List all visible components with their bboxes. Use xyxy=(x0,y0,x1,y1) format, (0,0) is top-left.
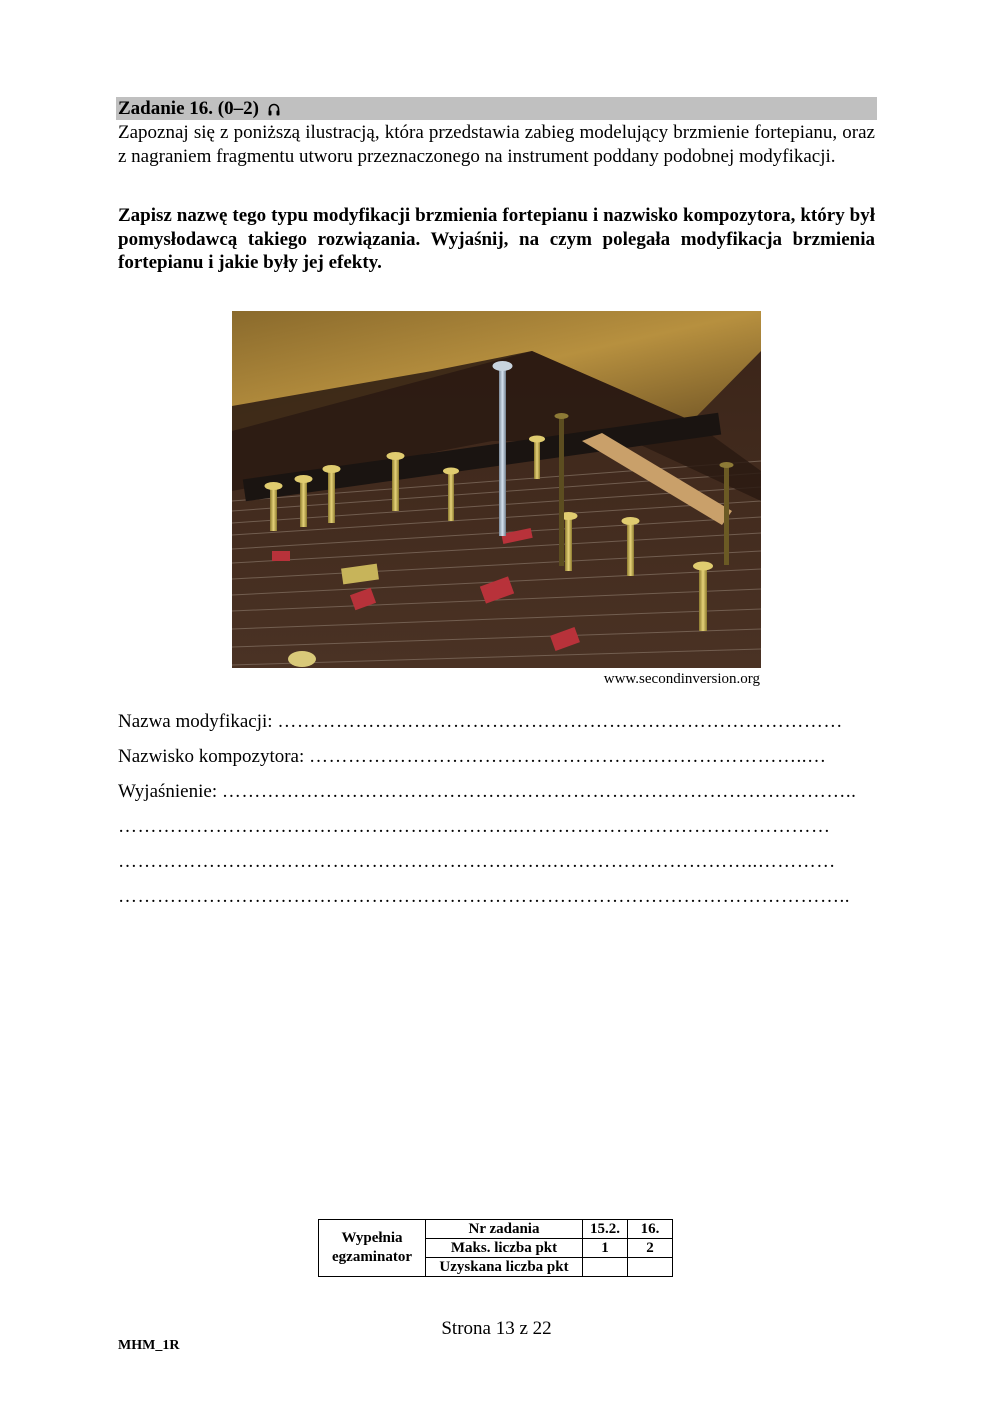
task-title: Zadanie 16. (0–2) xyxy=(118,98,259,119)
max-points-b: 2 xyxy=(628,1239,673,1258)
obtained-points-a[interactable] xyxy=(583,1258,628,1277)
max-points-label: Maks. liczba pkt xyxy=(426,1239,583,1258)
answer-composer-label: Nazwisko kompozytora: xyxy=(118,746,305,767)
answer-explanation-field[interactable]: …………………………………………………………………………………….. xyxy=(221,781,857,802)
prepared-piano-photo xyxy=(232,311,761,668)
obtained-points-label: Uzyskana liczba pkt xyxy=(426,1258,583,1277)
image-source: www.secondinversion.org xyxy=(603,671,760,687)
examiner-label-line2: egzaminator xyxy=(332,1249,412,1265)
task-number-label: Nr zadania xyxy=(426,1220,583,1239)
answer-explanation-label: Wyjaśnienie: xyxy=(118,781,218,802)
answer-extra-line-1[interactable]: ……………………………………………………..………………………………………… xyxy=(118,816,831,837)
exam-code: MHM_1R xyxy=(118,1338,180,1353)
task-intro: Zapoznaj się z poniższą ilustracją, która przedstawia zabieg modelujący brzmienie fortepianu, oraz z nagraniem fragmentu utworu przeznaczonego na instrument poddany podobnej modyfikacji. xyxy=(118,122,875,167)
obtained-points-b[interactable] xyxy=(628,1258,673,1277)
answer-explanation-line xyxy=(118,780,878,804)
answer-name-line xyxy=(118,710,878,734)
answer-composer-line xyxy=(118,745,878,769)
task-number-a: 15.2. xyxy=(583,1220,628,1239)
answer-extra-line-2[interactable]: ………………………………………………………….…………………………..………… xyxy=(118,851,836,872)
answer-composer-field[interactable]: …………………………………………………………………..… xyxy=(309,746,827,767)
task-number-b: 16. xyxy=(628,1220,673,1239)
page-number: Strona 13 z 22 xyxy=(441,1318,552,1339)
headphones-icon xyxy=(268,99,280,122)
answer-name-label: Nazwa modyfikacji: xyxy=(118,711,273,732)
examiner-score-table xyxy=(318,1219,673,1277)
task-header xyxy=(116,97,877,120)
examiner-label xyxy=(319,1220,426,1277)
answer-extra-line-3[interactable]: ………………………………………………………………………………………………….. xyxy=(118,886,850,907)
examiner-label-line1: Wypełnia xyxy=(341,1230,403,1246)
answer-name-field[interactable]: …………………………………………………………………………… xyxy=(277,711,843,732)
task-instruction: Zapisz nazwę tego typu modyfikacji brzmienia fortepianu i nazwisko kompozytora, który był pomysłodawcą takiego rozwiązania. Wyjaśnij, na czym polegała modyfikacja brzmienia fortepianu i jakie były jej efekty. xyxy=(118,205,875,273)
max-points-a: 1 xyxy=(583,1239,628,1258)
